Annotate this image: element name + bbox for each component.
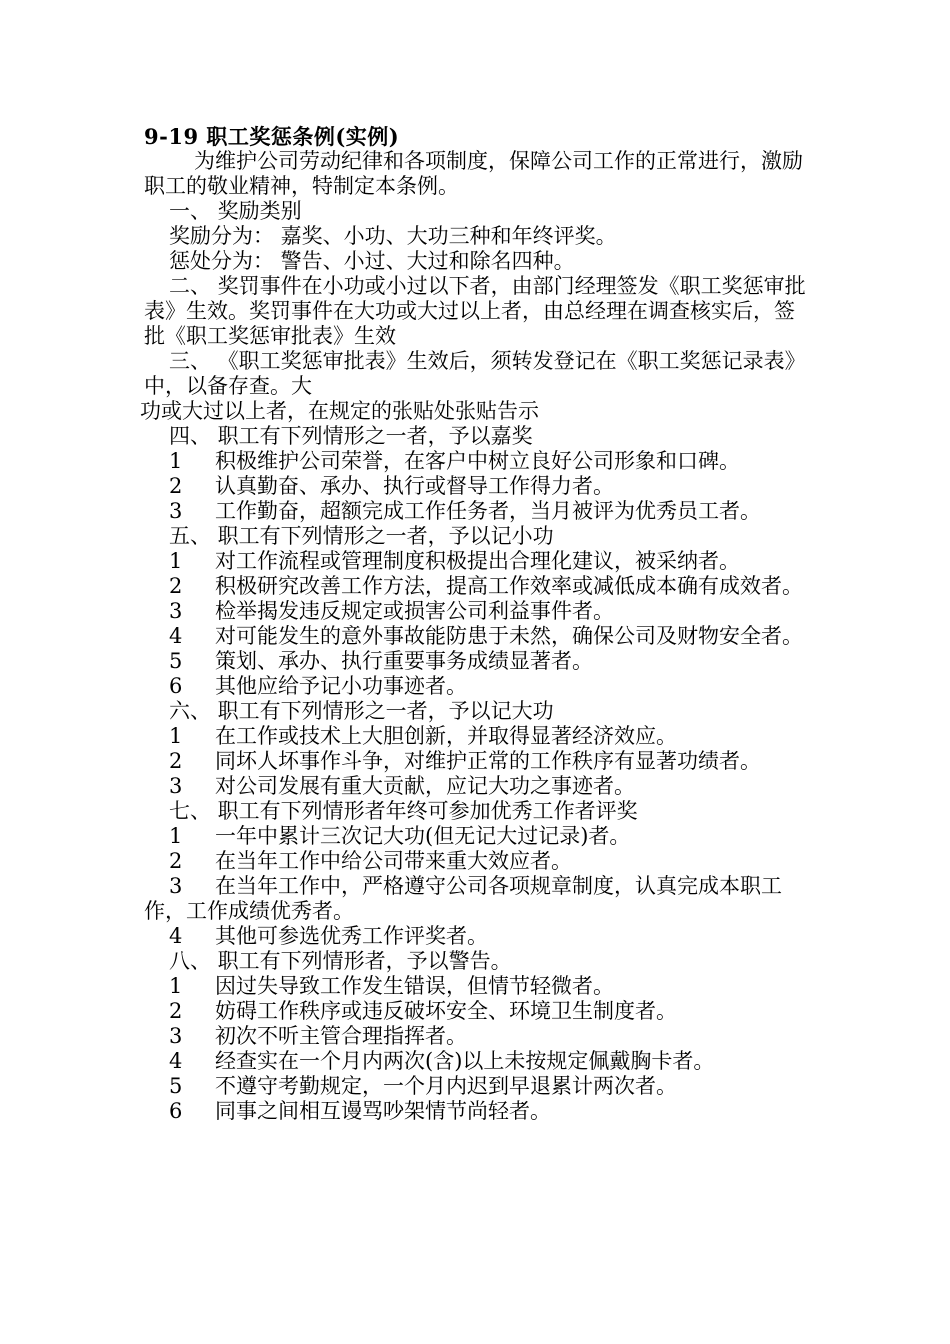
section-3-paragraph: 三、 《职工奖惩审批表》生效后，须转发登记在《职工奖惩记录表》中，以备存查。大	[144, 349, 806, 398]
list-item-number: 5	[169, 649, 183, 673]
section-1-heading: 一、 奖励类别	[169, 199, 302, 223]
list-item-number: 2	[169, 999, 183, 1023]
list-item	[144, 724, 809, 749]
list-item	[144, 574, 809, 599]
sections-container	[144, 424, 809, 1124]
list-item-text: 对公司发展有重大贡献，应记大功之事迹者。	[215, 774, 635, 798]
list-item	[144, 749, 809, 774]
list-item	[144, 874, 809, 924]
list-item	[144, 674, 809, 699]
list-item	[144, 824, 809, 849]
list-item-text: 同坏人坏事作斗争，对维护正常的工作秩序有显著功绩者。	[215, 749, 761, 773]
list-item-text: 同事之间相互谩骂吵架情节尚轻者。	[215, 1099, 551, 1123]
list-item-text: 积极维护公司荣誉，在客户中树立良好公司形象和口碑。	[215, 449, 740, 473]
list-item-text: 其他可参选优秀工作评奖者。	[215, 924, 488, 948]
list-item	[144, 499, 809, 524]
list-item	[144, 999, 809, 1024]
list-item-text: 认真勤奋、承办、执行或督导工作得力者。	[215, 474, 614, 498]
list-item-text: 一年中累计三次记大功(但无记大过记录)者。	[215, 824, 631, 848]
list-item-number: 3	[169, 1024, 183, 1048]
list-item-text: 其他应给予记小功事迹者。	[215, 674, 467, 698]
list-item-text: 在当年工作中，严格遵守公司各项规章制度，认真完成本职工作，工作成绩优秀者。	[144, 874, 782, 923]
section-7-heading: 七、 职工有下列情形者年终可参加优秀工作者评奖	[169, 799, 638, 823]
reward-types: 奖励分为： 嘉奖、小功、大功三种和年终评奖。	[169, 224, 617, 248]
list-item-number: 2	[169, 474, 183, 498]
list-item-text: 因过失导致工作发生错误，但情节轻微者。	[215, 974, 614, 998]
list-item-number: 6	[169, 1099, 183, 1123]
list-item-number: 3	[169, 874, 183, 898]
list-item-number: 4	[169, 924, 183, 948]
list-item-number: 3	[169, 774, 183, 798]
list-item-text: 经查实在一个月内两次(含)以上未按规定佩戴胸卡者。	[215, 1049, 715, 1073]
section-4-heading: 四、 职工有下列情形之一者，予以嘉奖	[169, 424, 533, 448]
list-item-number: 6	[169, 674, 183, 698]
list-item	[144, 774, 809, 799]
section-3-continuation: 功或大过以上者，在规定的张贴处张贴告示	[140, 399, 539, 423]
list-item-number: 5	[169, 1074, 183, 1098]
list-item-text: 积极研究改善工作方法，提高工作效率或减低成本确有成效者。	[215, 574, 803, 598]
list-item	[144, 474, 809, 499]
list-item	[144, 1074, 809, 1099]
list-item	[144, 649, 809, 674]
list-item-number: 1	[169, 449, 183, 473]
list-item-number: 2	[169, 574, 183, 598]
list-item-number: 3	[169, 599, 183, 623]
list-item	[144, 1099, 809, 1124]
list-item-text: 工作勤奋，超额完成工作任务者，当月被评为优秀员工者。	[215, 499, 761, 523]
list-item-number: 3	[169, 499, 183, 523]
section-6-heading: 六、 职工有下列情形之一者，予以记大功	[169, 699, 554, 723]
list-item	[144, 599, 809, 624]
list-item	[144, 449, 809, 474]
list-item-text: 策划、承办、执行重要事务成绩显著者。	[215, 649, 593, 673]
list-item	[144, 849, 809, 874]
list-item-text: 在当年工作中给公司带来重大效应者。	[215, 849, 572, 873]
list-item-number: 1	[169, 724, 183, 748]
list-item-text: 检举揭发违反规定或损害公司利益事件者。	[215, 599, 614, 623]
list-item-text: 妨碍工作秩序或违反破坏安全、环境卫生制度者。	[215, 999, 677, 1023]
intro-paragraph: 为维护公司劳动纪律和各项制度，保障公司工作的正常进行，激励职工的敬业精神，特制定本条例。	[144, 149, 803, 198]
list-item-number: 2	[169, 749, 183, 773]
list-item	[144, 1049, 809, 1074]
document-body	[140, 124, 809, 1124]
list-item-text: 对可能发生的意外事故能防患于未然，确保公司及财物安全者。	[215, 624, 803, 648]
list-item-text: 初次不听主管合理指挥者。	[215, 1024, 467, 1048]
list-item	[144, 924, 809, 949]
list-item	[144, 974, 809, 999]
section-8-heading: 八、 职工有下列情形者，予以警告。	[169, 949, 512, 973]
list-item-text: 对工作流程或管理制度积极提出合理化建议，被采纳者。	[215, 549, 740, 573]
list-item	[144, 624, 809, 649]
list-item-number: 4	[169, 624, 183, 648]
list-item-number: 1	[169, 549, 183, 573]
list-item-number: 1	[169, 824, 183, 848]
penalty-types: 惩处分为： 警告、小过、大过和除名四种。	[169, 249, 575, 273]
list-item-number: 2	[169, 849, 183, 873]
document-title: 9-19 职工奖惩条例(实例)	[144, 124, 400, 149]
list-item-number: 1	[169, 974, 183, 998]
list-item-text: 不遵守考勤规定，一个月内迟到早退累计两次者。	[215, 1074, 677, 1098]
list-item-text: 在工作或技术上大胆创新，并取得显著经济效应。	[215, 724, 677, 748]
section-2-paragraph: 二、 奖罚事件在小功或小过以下者，由部门经理签发《职工奖惩审批表》生效。奖罚事件在大功或大过以上者，由总经理在调查核实后，签批《职工奖惩审批表》生效	[144, 274, 806, 348]
list-item-number: 4	[169, 1049, 183, 1073]
list-item	[144, 1024, 809, 1049]
list-item	[144, 549, 809, 574]
section-5-heading: 五、 职工有下列情形之一者，予以记小功	[169, 524, 554, 548]
